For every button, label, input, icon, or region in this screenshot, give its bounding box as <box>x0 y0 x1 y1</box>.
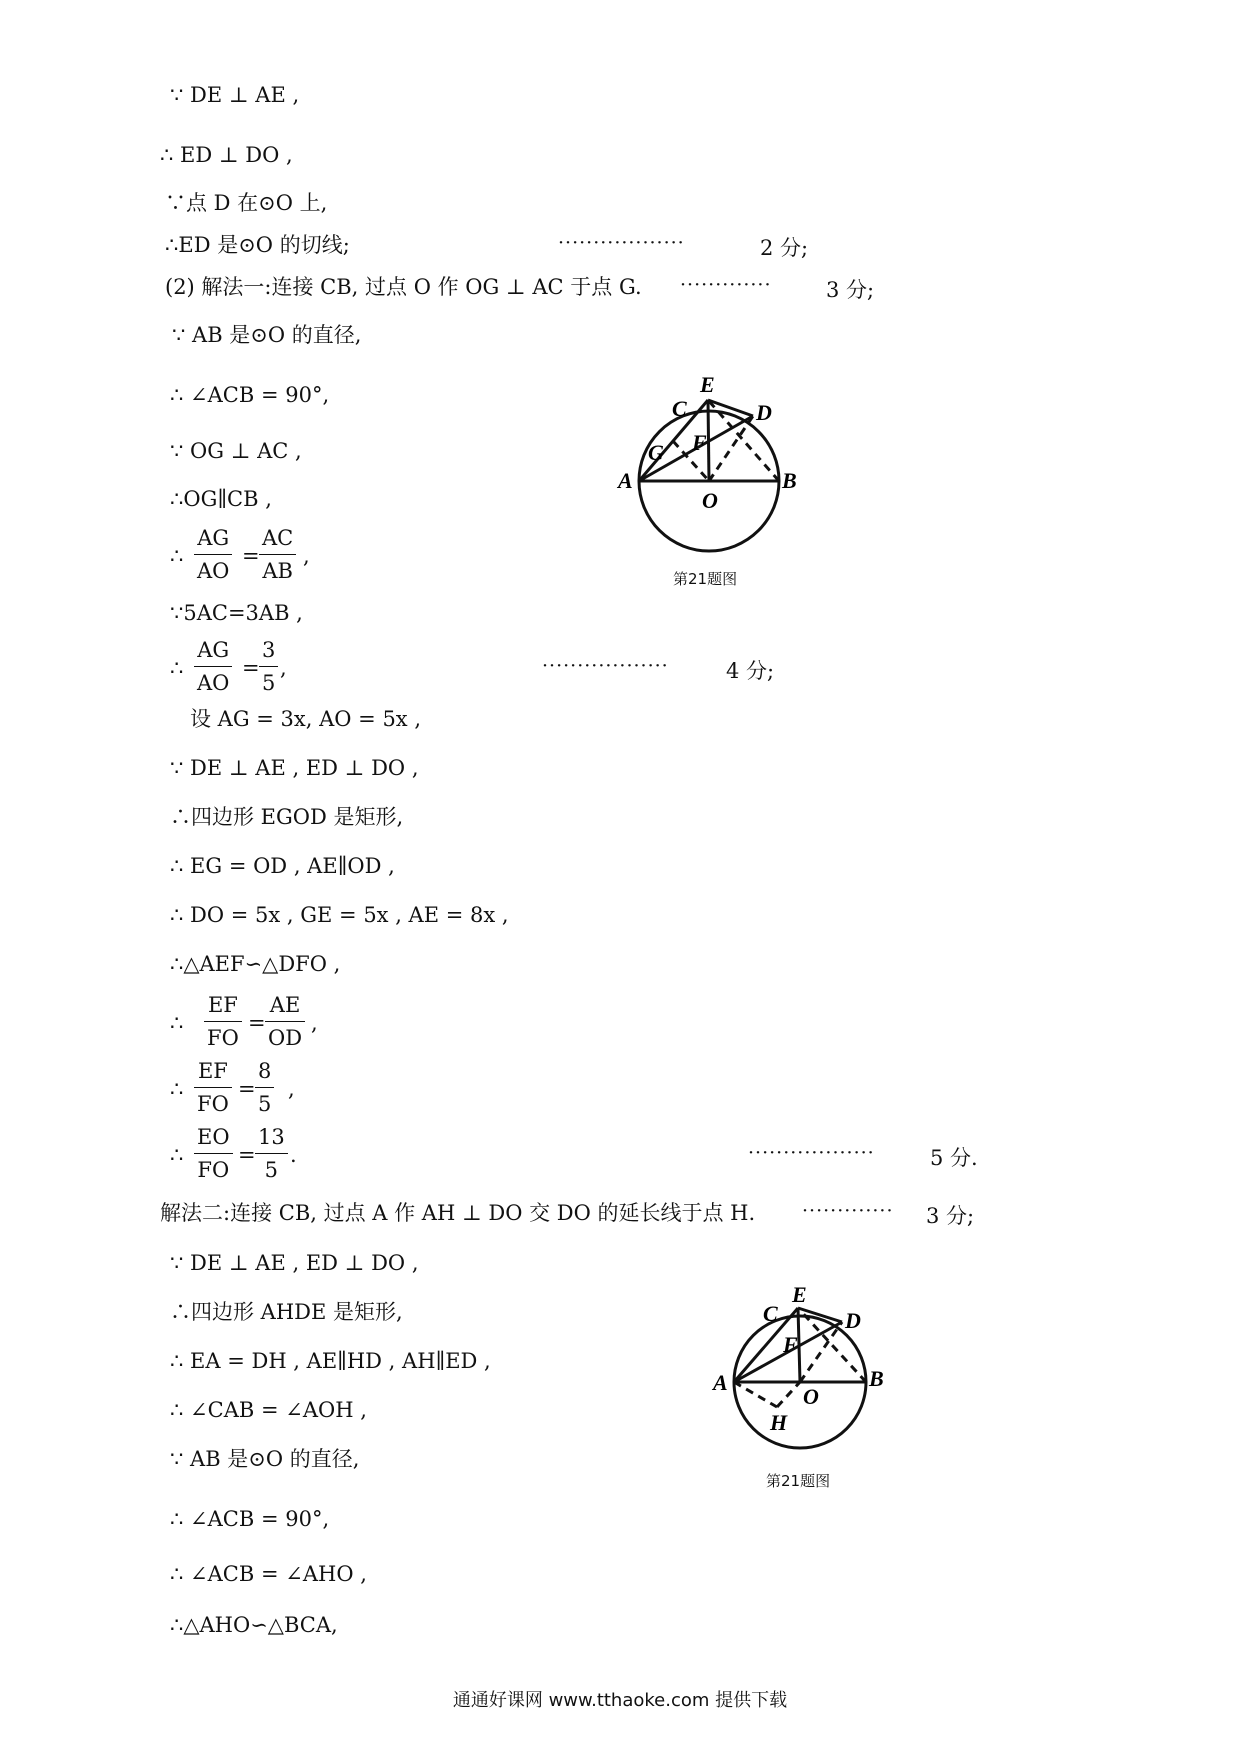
denominator: FO <box>197 1158 230 1182</box>
denominator: 5 <box>262 671 276 695</box>
proof-line: ∴ ∠ACB = 90°, <box>170 1507 330 1531</box>
numerator: AG <box>197 526 230 550</box>
proof-line: ∴△AHO∽△BCA, <box>170 1613 338 1637</box>
proof-line: 设 AG = 3x, AO = 5x , <box>190 707 421 731</box>
numerator: AG <box>197 638 230 662</box>
segment-od <box>800 1322 842 1382</box>
proof-line: ∴ ∠ACB = 90°, <box>170 383 330 407</box>
proof-line: ∴OG∥CB , <box>170 487 272 511</box>
segment-ho <box>777 1382 800 1407</box>
proof-line: ∴ ∠ACB = ∠AHO , <box>170 1562 367 1586</box>
numerator: AE <box>269 993 301 1017</box>
comma: , <box>303 544 310 568</box>
label-d: D <box>756 400 772 425</box>
therefore-symbol: ∴ <box>170 1011 184 1035</box>
label-a: A <box>618 468 633 493</box>
fraction <box>259 524 296 585</box>
numerator: AC <box>262 526 294 550</box>
proof-line: ∴ED 是⊙O 的切线; <box>165 233 350 257</box>
denominator: FO <box>207 1026 239 1050</box>
score-label: 2 分; <box>760 236 809 260</box>
label-o: O <box>702 488 718 513</box>
therefore-symbol: ∴ <box>170 544 184 568</box>
proof-line: ∴ EG = OD , AE∥OD , <box>170 854 395 878</box>
score-dots: ·················· <box>542 655 669 677</box>
fraction <box>255 1123 288 1184</box>
fraction <box>194 1057 232 1118</box>
proof-line: ∵ DE ⊥ AE , ED ⊥ DO , <box>170 756 419 780</box>
proof-line: ∴ DO = 5x , GE = 5x , AE = 8x , <box>170 903 509 927</box>
proof-line: ∴ ∠CAB = ∠AOH , <box>170 1398 367 1422</box>
equals-sign: = <box>242 544 260 568</box>
label-d: D <box>845 1308 861 1333</box>
equals-sign: = <box>238 1143 256 1167</box>
proof-line: 解法二:连接 CB, 过点 A 作 AH ⊥ DO 交 DO 的延长线于点 H. <box>160 1201 756 1225</box>
therefore-symbol: ∴ <box>170 1143 184 1167</box>
fraction <box>204 991 242 1052</box>
numerator: 3 <box>262 638 276 662</box>
score-label: 5 分. <box>930 1146 978 1170</box>
segment-oe <box>708 400 709 481</box>
proof-line: ∵ DE ⊥ AE , ED ⊥ DO , <box>170 1251 419 1275</box>
score-label: 3 分; <box>826 278 875 302</box>
geometry-figure-1 <box>610 360 810 560</box>
numerator: 13 <box>258 1125 285 1149</box>
denominator: AB <box>262 559 293 583</box>
denominator: FO <box>197 1092 229 1116</box>
label-o: O <box>803 1384 819 1409</box>
numerator: EF <box>197 1059 228 1083</box>
segment-oe <box>798 1308 800 1382</box>
therefore-symbol: ∴ <box>170 656 184 680</box>
label-e: E <box>792 1282 807 1307</box>
proof-line: ∴△AEF∽△DFO , <box>170 952 341 976</box>
proof-line: ∵ DE ⊥ AE , <box>170 83 300 107</box>
period: . <box>290 1143 297 1167</box>
proof-line: ∵5AC=3AB , <box>170 601 303 625</box>
label-f: F <box>783 1332 798 1357</box>
proof-line: ∵ AB 是⊙O 的直径, <box>172 323 362 347</box>
score-dots: ·················· <box>558 232 685 254</box>
numerator: EF <box>207 993 238 1017</box>
comma: , <box>288 1077 295 1101</box>
label-b: B <box>869 1366 884 1391</box>
score-dots: ············· <box>802 1200 894 1222</box>
denominator: 5 <box>264 1158 279 1182</box>
denominator: AO <box>197 671 230 695</box>
score-label: 4 分; <box>726 659 775 683</box>
numerator: EO <box>197 1125 230 1149</box>
score-label: 3 分; <box>926 1204 975 1228</box>
label-h: H <box>770 1410 788 1435</box>
label-c: C <box>672 396 687 421</box>
comma: , <box>280 656 287 680</box>
fraction <box>265 991 305 1052</box>
proof-line: ∵ AB 是⊙O 的直径, <box>170 1447 360 1471</box>
label-g: G <box>648 440 664 465</box>
score-dots: ············· <box>680 274 772 296</box>
fraction <box>255 1057 274 1118</box>
fraction <box>259 636 278 697</box>
proof-line: ∴ EA = DH , AE∥HD , AH∥ED , <box>170 1349 491 1373</box>
denominator: AO <box>197 559 230 583</box>
fraction <box>194 636 232 697</box>
equals-sign: = <box>238 1077 256 1101</box>
label-c: C <box>763 1301 778 1326</box>
proof-line: ∵ OG ⊥ AC , <box>170 439 302 463</box>
proof-line: ∵点 D 在⊙O 上, <box>165 191 328 215</box>
proof-line: ∴四边形 EGOD 是矩形, <box>170 805 404 829</box>
label-b: B <box>782 468 797 493</box>
page-footer: 通通好课网 www.tthaoke.com 提供下载 <box>452 1690 788 1711</box>
comma: , <box>311 1011 318 1035</box>
equals-sign: = <box>248 1011 266 1035</box>
equals-sign: = <box>242 656 260 680</box>
proof-line: ∴ ED ⊥ DO , <box>160 143 293 167</box>
proof-line: ∴四边形 AHDE 是矩形, <box>170 1300 403 1324</box>
denominator: 5 <box>258 1092 272 1116</box>
score-dots: ·················· <box>748 1142 875 1164</box>
fraction <box>194 524 232 585</box>
geometry-figure-2 <box>705 1280 905 1460</box>
figure-caption: 第21题图 <box>673 570 738 588</box>
denominator: OD <box>268 1026 303 1050</box>
label-a: A <box>713 1370 728 1395</box>
numerator: 8 <box>258 1059 272 1083</box>
label-e: E <box>700 372 715 397</box>
label-f: F <box>692 430 707 455</box>
fraction <box>194 1123 233 1184</box>
proof-line: (2) 解法一:连接 CB, 过点 O 作 OG ⊥ AC 于点 G. <box>165 275 642 299</box>
figure-caption: 第21题图 <box>766 1472 831 1490</box>
segment-ah <box>734 1382 777 1407</box>
therefore-symbol: ∴ <box>170 1077 184 1101</box>
